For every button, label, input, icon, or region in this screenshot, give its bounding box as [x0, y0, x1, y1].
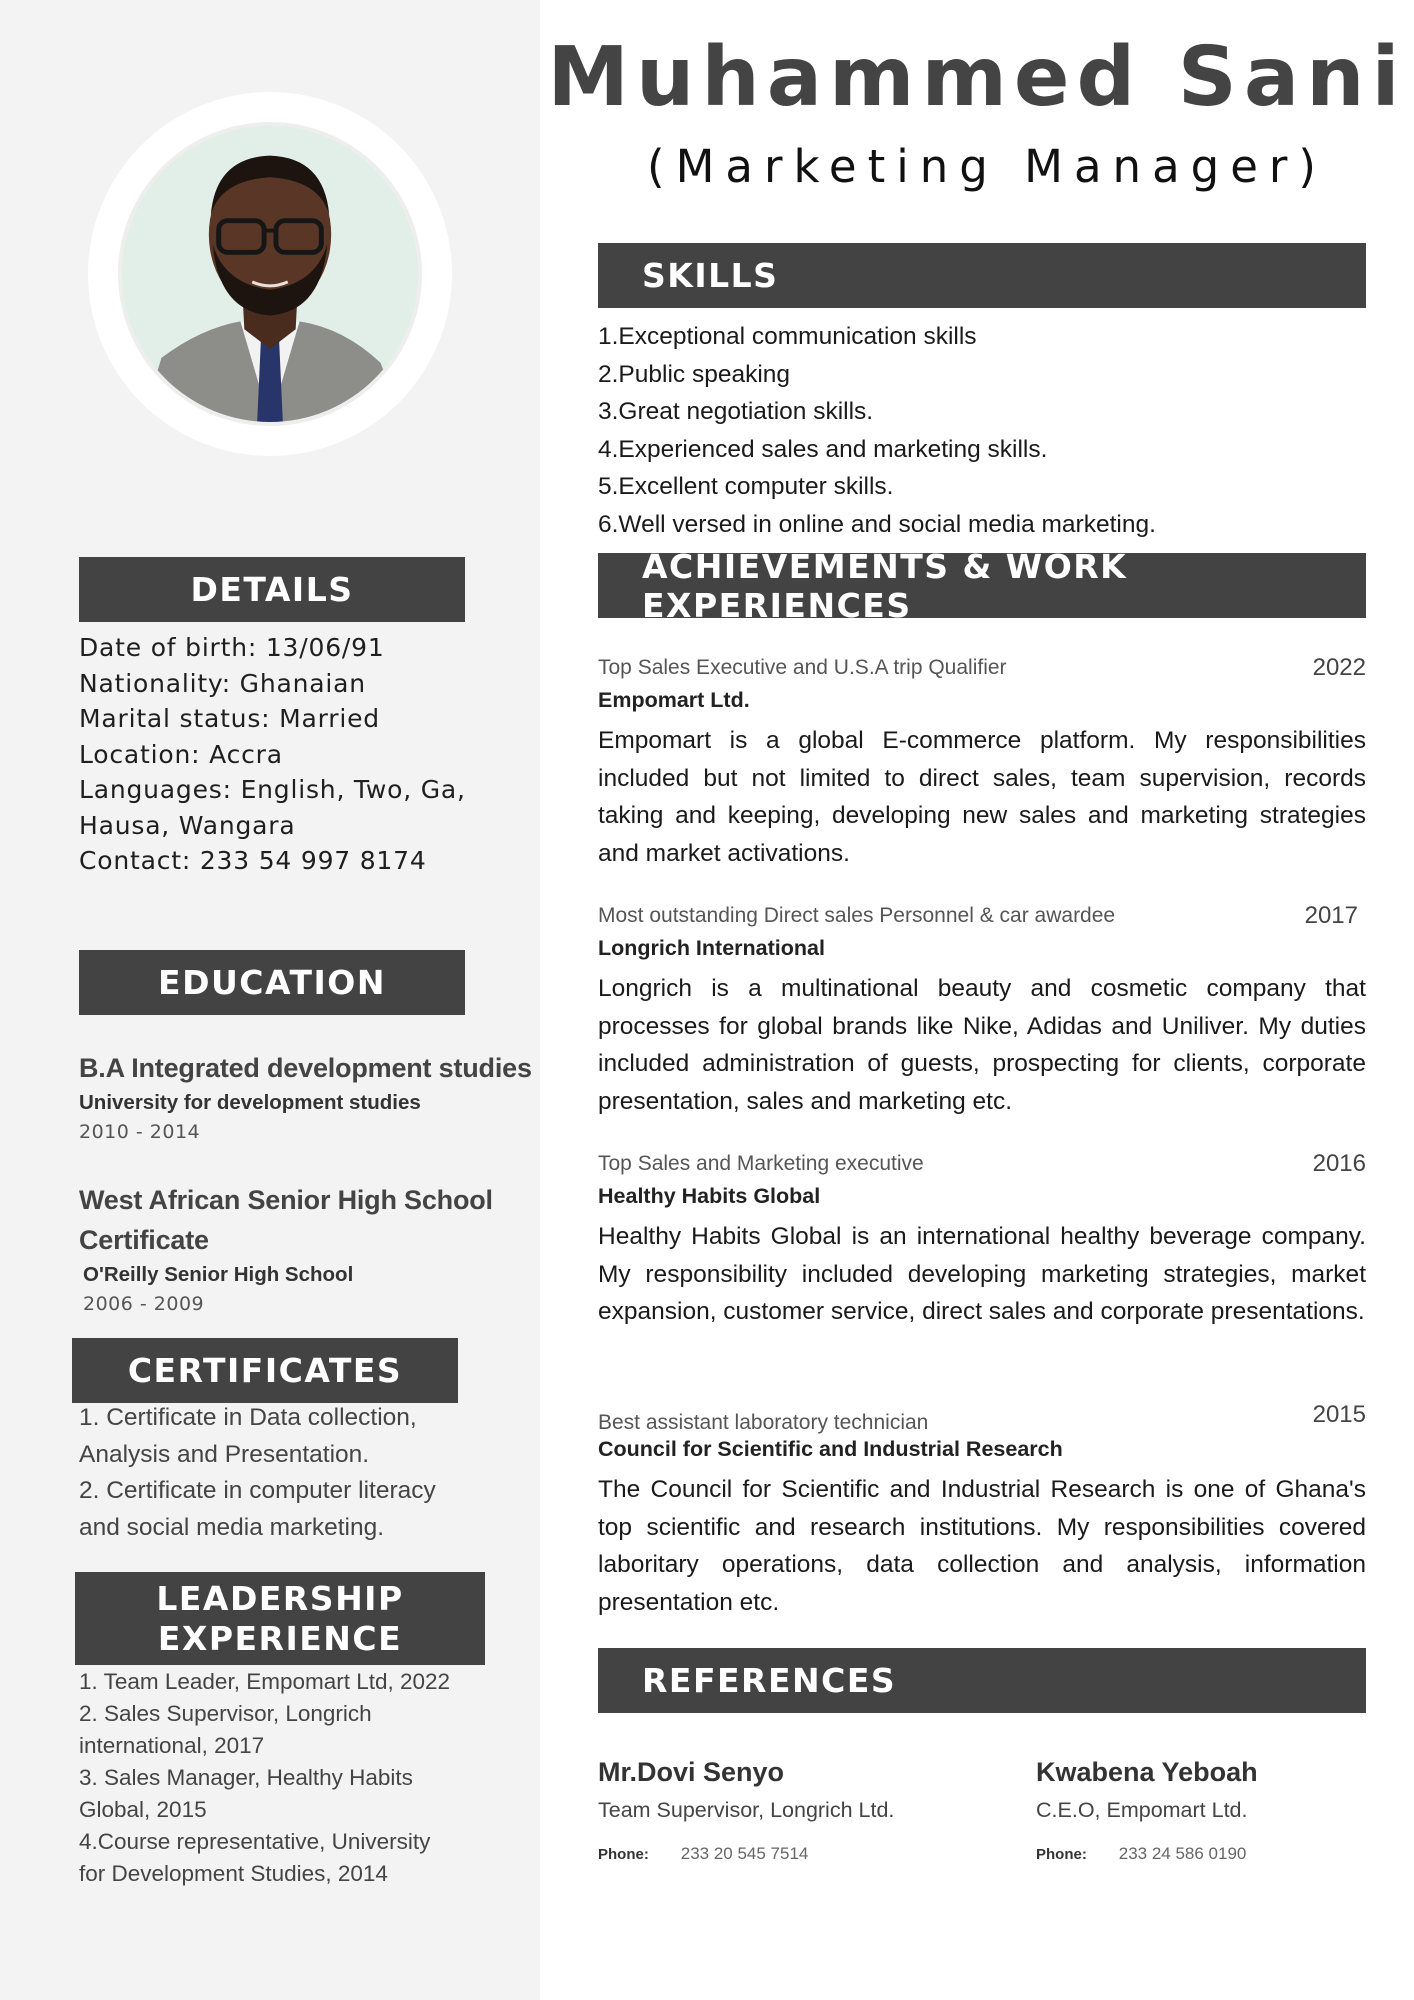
leadership-heading-line2: EXPERIENCE — [157, 1618, 403, 1658]
education-school: O'Reilly Senior High School — [83, 1263, 354, 1286]
reference-phone-number: 233 20 545 7514 — [680, 1844, 809, 1863]
certificate-line: and social media marketing. — [79, 1513, 385, 1541]
certificate-line: Analysis and Presentation. — [79, 1440, 370, 1468]
phone-label: Phone: — [1036, 1846, 1087, 1863]
detail-marital-status: Marital status: Married — [79, 704, 380, 733]
experience-company: Council for Scientific and Industrial Research — [598, 1437, 1063, 1461]
experience-description: The Council for Scientific and Industrial Research is one of Ghana's top scientific and research institutions. My responsibilities covered laboritary operations, data collection and analysis, information presentation etc. — [598, 1476, 1366, 1616]
education-item — [79, 1048, 539, 1146]
sidebar — [0, 0, 540, 2000]
references-heading — [598, 1648, 1366, 1713]
leadership-line: international, 2017 — [79, 1733, 265, 1758]
experience-description: Longrich is a multinational beauty and cosmetic company that processes for global brands like Nike, Adidas and Uniliver. My duties included administration of guests, prospecting for clients, corporate presentation, sales and marketing etc. — [598, 975, 1366, 1115]
experience-title: Top Sales and Marketing executive — [598, 1152, 924, 1175]
detail-date-of-birth: Date of birth: 13/06/91 — [79, 633, 385, 662]
skill-item: 5.Excellent computer skills. — [598, 473, 894, 500]
detail-location: Location: Accra — [79, 739, 283, 769]
experience-company: Empomart Ltd. — [598, 688, 750, 712]
education-heading-label: EDUCATION — [158, 963, 386, 1002]
certificate-line: 2. Certificate in computer literacy — [79, 1477, 436, 1504]
leadership-line: 4.Course representative, University — [79, 1829, 431, 1854]
profile-photo — [118, 122, 422, 426]
reference-phone-number: 233 24 586 0190 — [1118, 1844, 1247, 1863]
experience-description: Empomart is a global E-commerce platform. My responsibilities included but not limited to direct sales, team supervision, records taking and keeping, developing new sales and marketing strategies and market activations. — [598, 727, 1366, 867]
reference-phone — [598, 1842, 978, 1867]
certificates-heading — [72, 1338, 458, 1403]
candidate-name: Muhammed Sani — [547, 30, 1407, 125]
details-heading — [79, 557, 465, 622]
experience-title: Best assistant laboratory technician — [598, 1411, 929, 1434]
reference-role: C.E.O, Empomart Ltd. — [1036, 1798, 1248, 1822]
skill-item: 2.Public speaking — [598, 360, 791, 388]
phone-label: Phone: — [598, 1846, 649, 1863]
experience-title: Most outstanding Direct sales Personnel & car awardee — [598, 904, 1116, 927]
certificates-heading-label: CERTIFICATES — [127, 1351, 403, 1390]
experience-item — [598, 648, 1366, 872]
education-years: 2006 - 2009 — [83, 1293, 205, 1315]
skills-heading — [598, 243, 1366, 308]
experience-heading — [598, 546, 1366, 625]
detail-languages-cont: Hausa, Wangara — [79, 810, 296, 840]
leadership-heading — [75, 1572, 485, 1665]
skills-heading-label: SKILLS — [642, 256, 779, 295]
references-heading-label: REFERENCES — [642, 1661, 897, 1700]
experience-item — [598, 1144, 1366, 1331]
leadership-line: for Development Studies, 2014 — [79, 1861, 388, 1886]
reference-name: Mr.Dovi Senyo — [598, 1757, 785, 1787]
experience-description: Healthy Habits Global is an international healthy beverage company. My responsibility included developing marketing strategies, market expansion, customer service, direct sales and corporate presentations. — [598, 1223, 1366, 1325]
education-heading — [79, 950, 465, 1015]
leadership-line: 1. Team Leader, Empomart Ltd, 2022 — [79, 1669, 451, 1694]
detail-languages: Languages: English, Two, Ga, — [79, 775, 466, 804]
experience-title: Top Sales Executive and U.S.A trip Qualifier — [598, 656, 1007, 679]
leadership-line: 3. Sales Manager, Healthy Habits — [79, 1765, 413, 1790]
detail-contact: Contact: 233 54 997 8174 — [79, 846, 427, 875]
skills-list — [598, 318, 1378, 543]
details-list — [79, 630, 519, 879]
skill-item: 4.Experienced sales and marketing skills. — [598, 435, 1048, 463]
reference-name: Kwabena Yeboah — [1036, 1757, 1258, 1787]
leadership-line: Global, 2015 — [79, 1797, 207, 1822]
reference-role: Team Supervisor, Longrich Ltd. — [598, 1798, 895, 1822]
experience-company: Healthy Habits Global — [598, 1184, 821, 1208]
reference-card — [1036, 1752, 1414, 1867]
education-school: University for development studies — [79, 1091, 421, 1114]
person-icon — [122, 126, 418, 422]
education-item — [79, 1180, 519, 1318]
experience-company: Longrich International — [598, 936, 825, 960]
experience-item — [598, 896, 1366, 1120]
experience-year: 2022 — [1312, 654, 1366, 681]
skill-item: 1.Exceptional communication skills — [598, 323, 977, 350]
certificates-list — [79, 1400, 499, 1546]
certificate-line: 1. Certificate in Data collection, — [79, 1404, 417, 1431]
experience-year: 2017 — [1304, 902, 1358, 929]
detail-nationality: Nationality: Ghanaian — [79, 668, 366, 698]
candidate-role: (Marketing Manager) — [647, 140, 1327, 193]
skill-item: 3.Great negotiation skills. — [598, 398, 874, 425]
profile-photo-frame — [88, 92, 452, 456]
leadership-list — [79, 1666, 479, 1890]
leadership-heading-line1: LEADERSHIP — [156, 1578, 404, 1618]
education-degree: West African Senior High School Certificate — [79, 1185, 493, 1255]
details-heading-label: DETAILS — [190, 570, 354, 609]
reference-card — [598, 1752, 978, 1867]
education-degree: B.A Integrated development studies — [79, 1053, 532, 1083]
education-years: 2010 - 2014 — [79, 1121, 201, 1143]
reference-phone — [1036, 1842, 1414, 1867]
experience-heading-label: ACHIEVEMENTS & WORK EXPERIENCES — [642, 546, 1128, 625]
experience-year: 2015 — [1312, 1401, 1366, 1428]
experience-year: 2016 — [1312, 1150, 1366, 1177]
leadership-line: 2. Sales Supervisor, Longrich — [79, 1701, 372, 1726]
skill-item: 6.Well versed in online and social media marketing. — [598, 510, 1156, 538]
experience-item — [598, 1395, 1366, 1621]
